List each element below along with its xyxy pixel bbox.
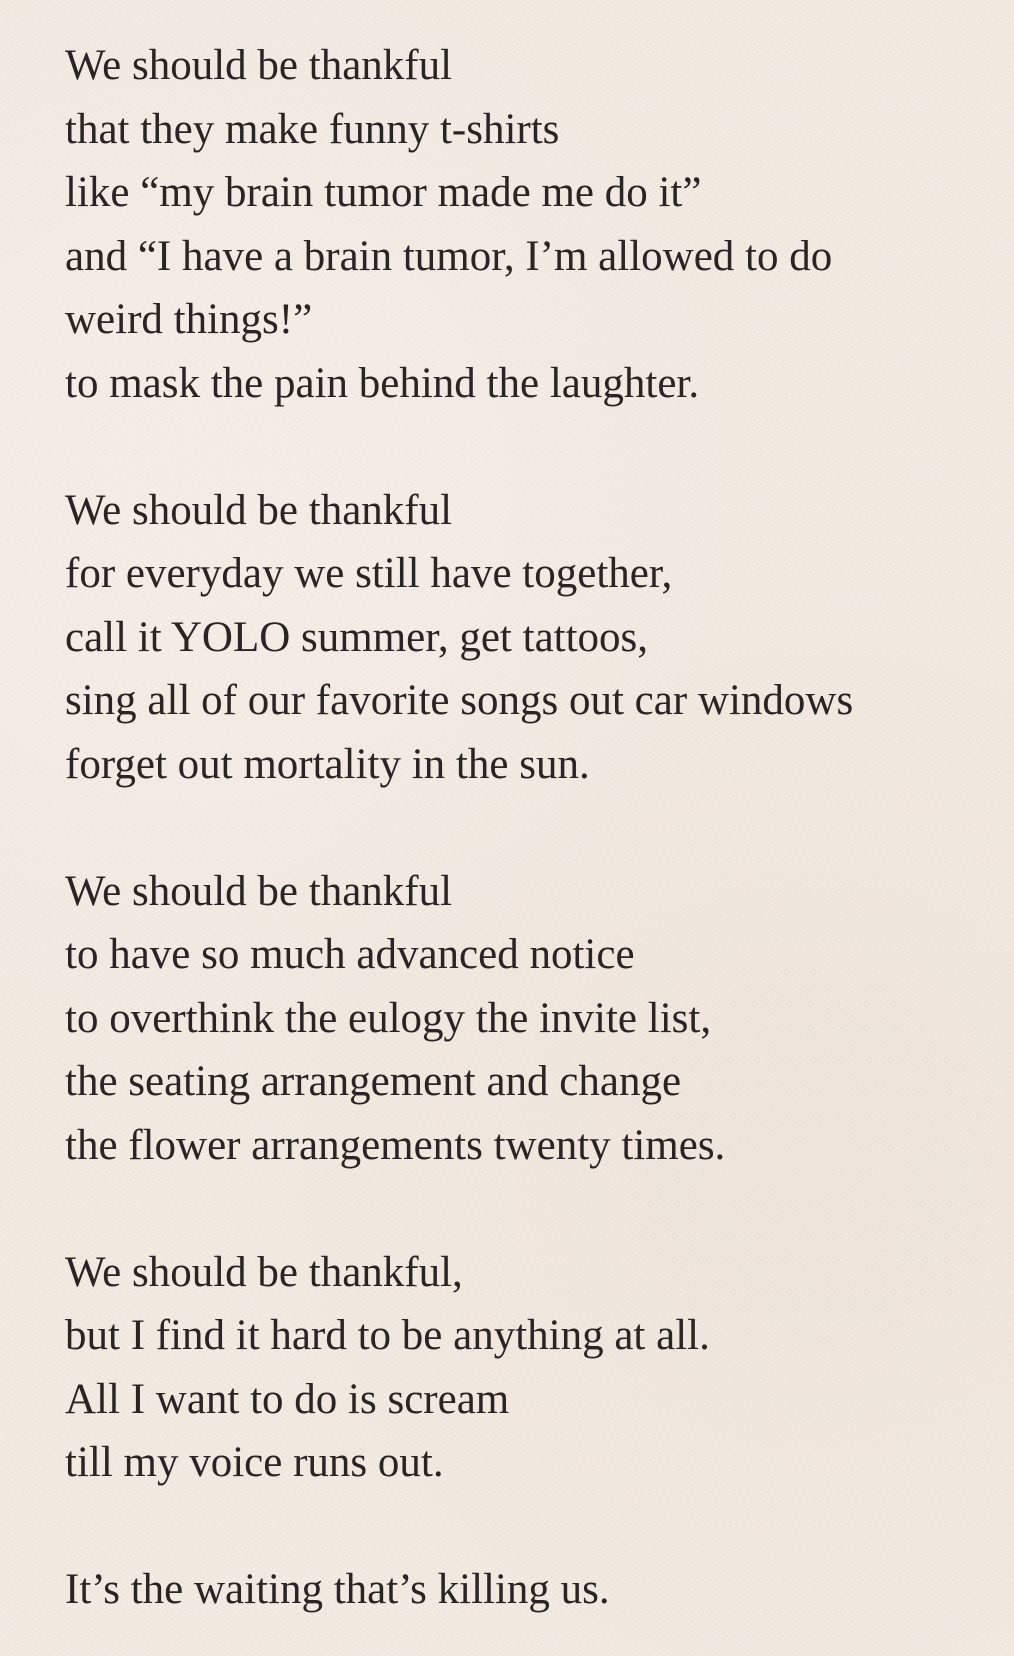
stanza-1 [65,34,965,415]
stanza-2 [65,479,965,797]
poem-line: like “my brain tumor made me do it” [65,169,702,216]
poem-line: We should be thankful, [65,1248,463,1296]
poem-line: that they make funny t-shirts [65,105,560,153]
stanza-4 [65,1241,965,1495]
poem-line: but I find it hard to be anything at all. [65,1312,710,1359]
poem-line: We should be thankful [65,867,453,915]
poem-line: All I want to do is scream [65,1375,510,1423]
stanza-5 [65,1558,965,1622]
poem-line: weird things!” [65,296,313,343]
poem-line: for everyday we still have together, [65,550,673,597]
poem-line: forget out mortality in the sun. [65,740,590,788]
poem-line: the seating arrangement and change [65,1058,682,1105]
stanza-break [65,1177,965,1241]
stanza-3 [65,860,965,1178]
poem-line: call it YOLO summer, get tattoos, [65,613,649,661]
poem-line: We should be thankful [65,486,453,534]
poem-line: to have so much advanced notice [65,931,635,978]
stanza-break [65,796,965,860]
poem-line: It’s the waiting that’s killing us. [65,1566,610,1613]
poem-line: to mask the pain behind the laughter. [65,359,700,407]
poem-line: sing all of our favorite songs out car windows [65,677,854,724]
poem-line: till my voice runs out. [65,1439,444,1486]
poem-line: the flower arrangements twenty times. [65,1121,726,1169]
poem-line: We should be thankful [65,42,453,89]
stanza-break [65,1495,965,1559]
poem-line: and “I have a brain tumor, I’m allowed to do [65,232,833,280]
stanza-break [65,415,965,479]
poem-line: to overthink the eulogy the invite list, [65,994,712,1042]
poem-body [65,34,965,1622]
